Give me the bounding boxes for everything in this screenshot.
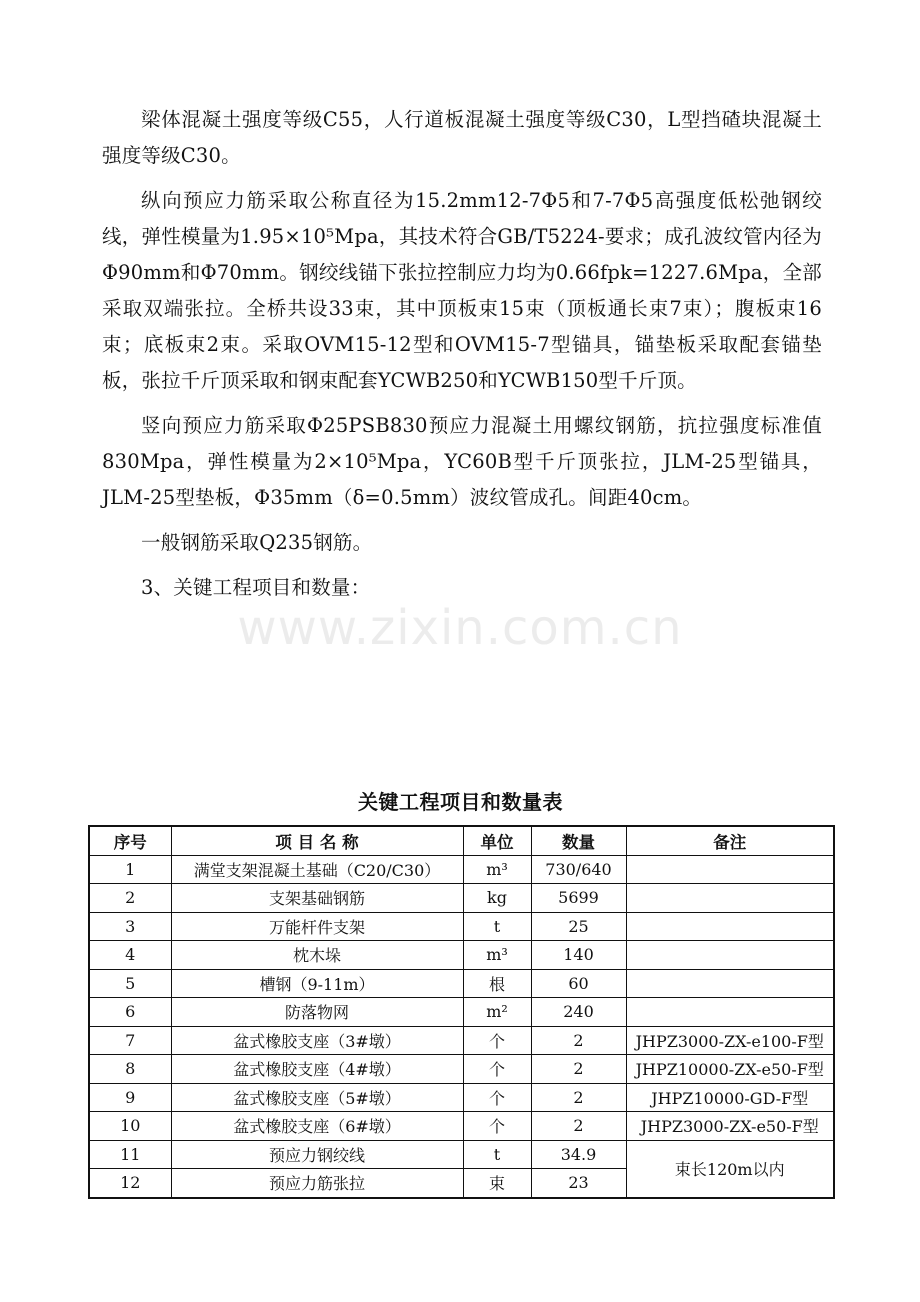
cell-unit: m³ — [463, 855, 531, 884]
cell-index: 5 — [89, 969, 171, 998]
table-row — [89, 1055, 834, 1084]
cell-quantity: 34.9 — [531, 1140, 626, 1169]
header-unit: 单位 — [463, 826, 531, 855]
cell-unit: t — [463, 912, 531, 941]
table-row — [89, 969, 834, 998]
table-row — [89, 1140, 834, 1169]
cell-unit: kg — [463, 884, 531, 913]
cell-unit: 根 — [463, 969, 531, 998]
cell-item-name: 槽钢（9-11m） — [171, 969, 463, 998]
header-item-name: 项 目 名 称 — [171, 826, 463, 855]
cell-unit: 个 — [463, 1083, 531, 1112]
cell-remarks — [626, 884, 834, 913]
table-row — [89, 998, 834, 1027]
cell-index: 3 — [89, 912, 171, 941]
cell-item-name: 盆式橡胶支座（3#墩） — [171, 1026, 463, 1055]
header-quantity: 数量 — [531, 826, 626, 855]
body-text — [102, 102, 822, 615]
section-heading-key-items: 3、关键工程项目和数量： — [141, 576, 371, 599]
cell-unit: m³ — [463, 941, 531, 970]
cell-remarks: JHPZ10000-ZX-e50-F型 — [626, 1055, 834, 1084]
watermark: www.zixin.com.cn — [237, 600, 683, 656]
cell-item-name: 预应力筋张拉 — [171, 1169, 463, 1198]
cell-unit: t — [463, 1140, 531, 1169]
cell-quantity: 25 — [531, 912, 626, 941]
header-index: 序号 — [89, 826, 171, 855]
cell-index: 10 — [89, 1112, 171, 1141]
cell-index: 9 — [89, 1083, 171, 1112]
cell-unit: 个 — [463, 1112, 531, 1141]
table-row — [89, 855, 834, 884]
cell-unit: 束 — [463, 1169, 531, 1198]
cell-item-name: 防落物网 — [171, 998, 463, 1027]
cell-item-name: 满堂支架混凝土基础（C20/C30） — [171, 855, 463, 884]
cell-quantity: 2 — [531, 1055, 626, 1084]
table-row — [89, 1083, 834, 1112]
cell-item-name: 枕木垛 — [171, 941, 463, 970]
paragraph-vertical-prestress: 竖向预应力筋采取Φ25PSB830预应力混凝土用螺纹钢筋，抗拉强度标准值830Mpa，弹性模量为2×10⁵Mpa，YC60B型千斤顶张拉，JLM-25型锚具，JLM-25型垫板，Φ35mm（δ=0.5mm）波纹管成孔。间距40cm。 — [102, 414, 822, 509]
cell-quantity: 140 — [531, 941, 626, 970]
cell-quantity: 23 — [531, 1169, 626, 1198]
cell-quantity: 730/640 — [531, 855, 626, 884]
cell-index: 6 — [89, 998, 171, 1027]
table-title: 关键工程项目和数量表 — [358, 790, 563, 814]
cell-remarks: JHPZ3000-ZX-e50-F型 — [626, 1112, 834, 1141]
cell-remarks — [626, 998, 834, 1027]
cell-item-name: 盆式橡胶支座（5#墩） — [171, 1083, 463, 1112]
cell-item-name: 盆式橡胶支座（6#墩） — [171, 1112, 463, 1141]
cell-index: 4 — [89, 941, 171, 970]
cell-quantity: 2 — [531, 1112, 626, 1141]
cell-item-name: 预应力钢绞线 — [171, 1140, 463, 1169]
cell-remarks — [626, 969, 834, 998]
cell-remarks: JHPZ10000-GD-F型 — [626, 1083, 834, 1112]
table-row — [89, 1026, 834, 1055]
cell-quantity: 5699 — [531, 884, 626, 913]
cell-remarks — [626, 855, 834, 884]
cell-index: 7 — [89, 1026, 171, 1055]
cell-index: 11 — [89, 1140, 171, 1169]
cell-remarks — [626, 941, 834, 970]
cell-index: 12 — [89, 1169, 171, 1198]
cell-unit: m² — [463, 998, 531, 1027]
table-row — [89, 941, 834, 970]
cell-remarks: JHPZ3000-ZX-e100-F型 — [626, 1026, 834, 1055]
cell-quantity: 60 — [531, 969, 626, 998]
table-header-row — [89, 826, 834, 855]
cell-index: 8 — [89, 1055, 171, 1084]
quantity-table — [88, 825, 835, 1199]
cell-remarks-merged: 束长120m以内 — [626, 1140, 834, 1198]
cell-item-name: 支架基础钢筋 — [171, 884, 463, 913]
cell-unit: 个 — [463, 1055, 531, 1084]
table-row — [89, 912, 834, 941]
table-row — [89, 1112, 834, 1141]
paragraph-longitudinal-prestress: 纵向预应力筋采取公称直径为15.2mm12-7Φ5和7-7Φ5高强度低松弛钢绞线，弹性模量为1.95×10⁵Mpa，其技术符合GB/T5224-要求；成孔波纹管内径为Φ90mm和Φ70mm。钢绞线锚下张拉控制应力均为0.66fpk=1227.6Mpa，全部采取双端张拉。全桥共设33束，其中顶板束15束（顶板通长束7束）；腹板束16束；底板束2束。采取OVM15-12型和OVM15-7型锚具，锚垫板采取配套锚垫板，张拉千斤顶采取和钢束配套YCWB250和YCWB150型千斤顶。 — [102, 189, 822, 392]
cell-quantity: 240 — [531, 998, 626, 1027]
cell-remarks — [626, 912, 834, 941]
header-remarks: 备注 — [626, 826, 834, 855]
cell-quantity: 2 — [531, 1026, 626, 1055]
paragraph-concrete-grades: 梁体混凝土强度等级C55，人行道板混凝土强度等级C30，L型挡碴块混凝土强度等级C30。 — [102, 108, 822, 167]
cell-item-name: 盆式橡胶支座（4#墩） — [171, 1055, 463, 1084]
cell-unit: 个 — [463, 1026, 531, 1055]
table-row — [89, 884, 834, 913]
cell-item-name: 万能杆件支架 — [171, 912, 463, 941]
cell-index: 2 — [89, 884, 171, 913]
cell-quantity: 2 — [531, 1083, 626, 1112]
paragraph-general-rebar: 一般钢筋采取Q235钢筋。 — [141, 531, 373, 554]
cell-index: 1 — [89, 855, 171, 884]
